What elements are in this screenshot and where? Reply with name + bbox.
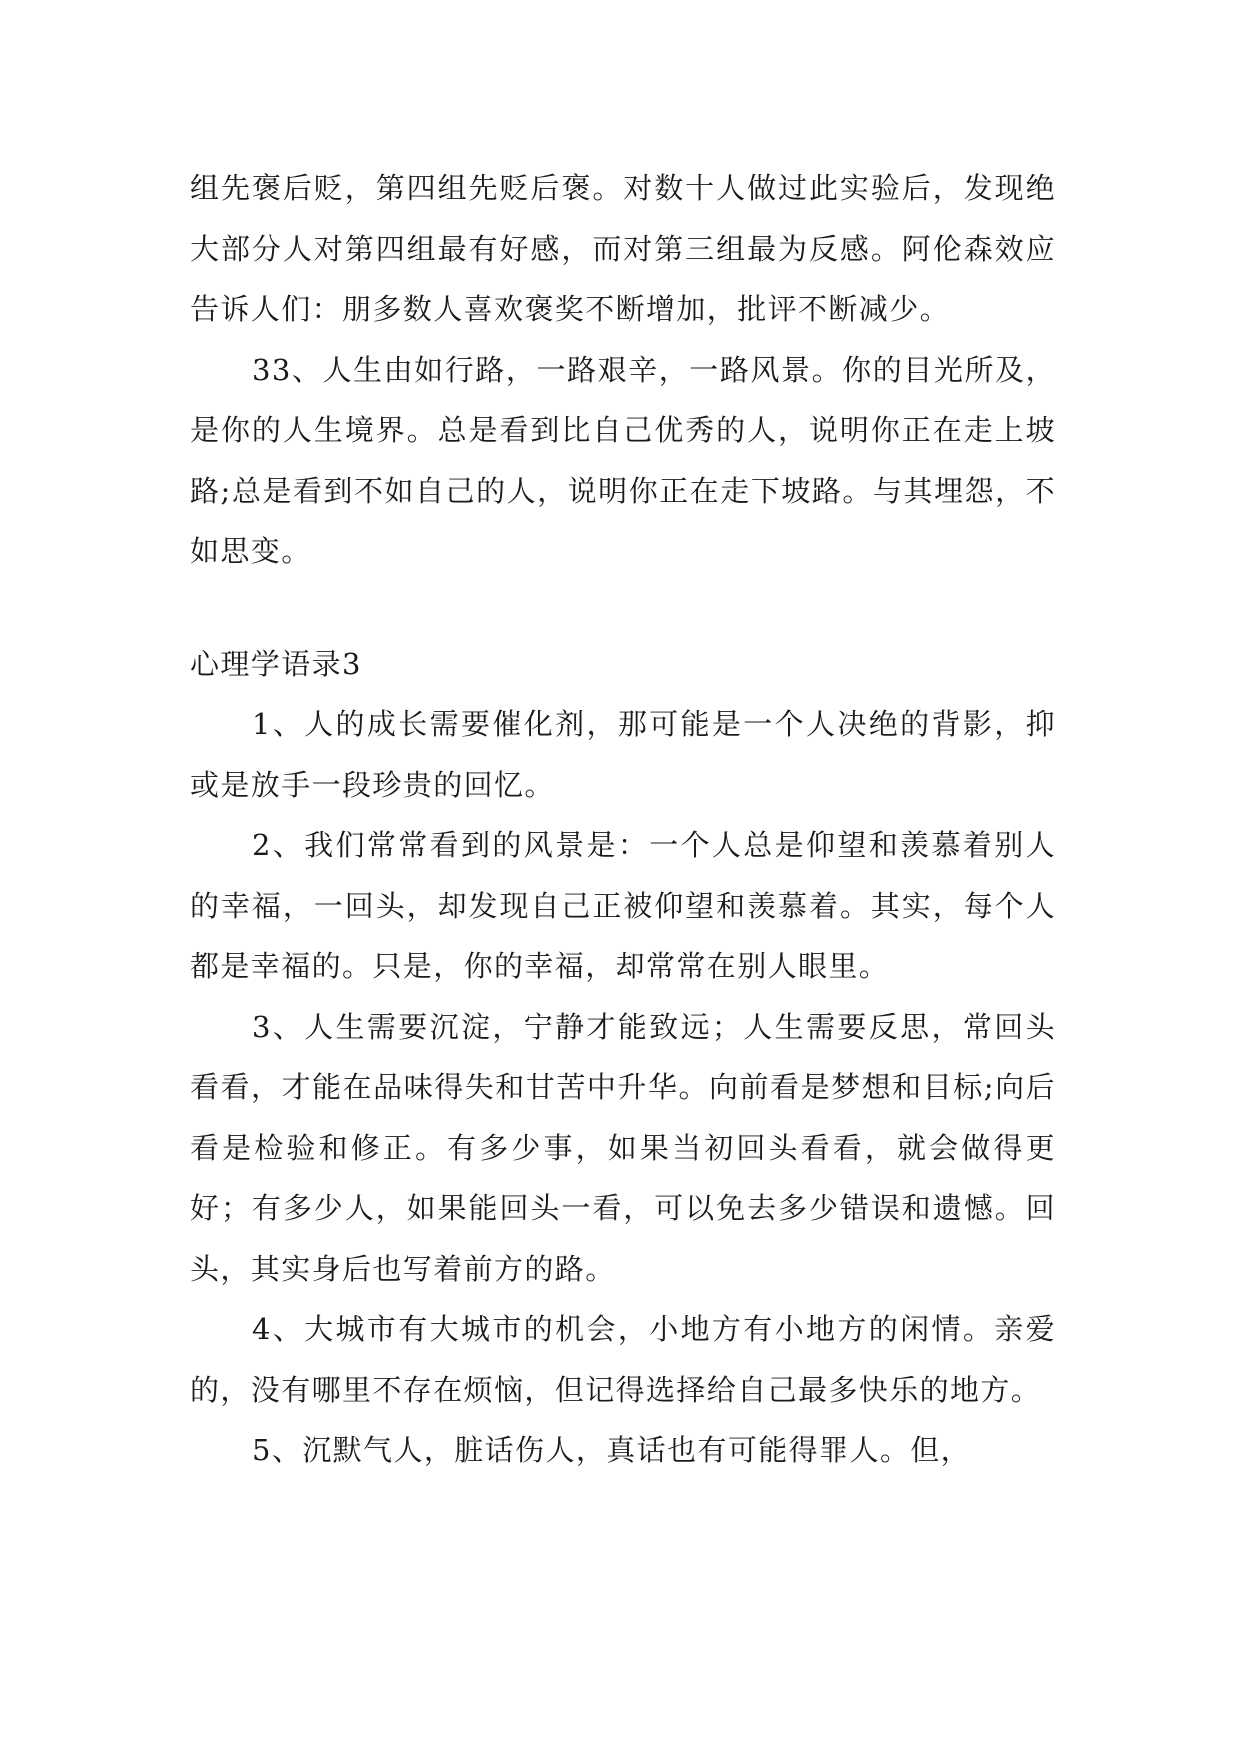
- paragraph-item-2: 2、我们常常看到的风景是：一个人总是仰望和羡慕着别人的幸福，一回头，却发现自己正被仰望和羡慕着。其实，每个人都是幸福的。只是，你的幸福，却常常在别人眼里。: [190, 828, 1056, 983]
- paragraph-item-33: 33、人生由如行路，一路艰辛，一路风景。你的目光所及，是你的人生境界。总是看到比自己优秀的人，说明你正在走上坡路;总是看到不如自己的人，说明你正在走下坡路。与其埋怨，不如思变。: [190, 352, 1056, 568]
- paragraph-item-3: 3、人生需要沉淀，宁静才能致远；人生需要反思，常回头看看，才能在品味得失和甘苦中升华。向前看是梦想和目标;向后看是检验和修正。有多少事，如果当初回头看看，就会做得更好；有多少人，如果能回头一看，可以免去多少错误和遗憾。回头，其实身后也写着前方的路。: [190, 1009, 1056, 1286]
- paragraph-item-4: 4、大城市有大城市的机会，小地方有小地方的闲情。亲爱的，没有哪里不存在烦恼，但记得选择给自己最多快乐的地方。: [190, 1312, 1056, 1407]
- paragraph-item-1: 1、人的成长需要催化剂，那可能是一个人决绝的背影，抑或是放手一段珍贵的回忆。: [190, 707, 1056, 802]
- paragraph-continued: 组先褒后贬，第四组先贬后褒。对数十人做过此实验后，发现绝大部分人对第四组最有好感，而对第三组最为反感。阿伦森效应告诉人们：朋多数人喜欢褒奖不断增加，批评不断减少。: [190, 171, 1056, 326]
- paragraph-item-5: 5、沉默气人，脏话伤人，真话也有可能得罪人。但，: [252, 1433, 972, 1467]
- document-body: [190, 158, 1056, 1481]
- section-heading: 心理学语录3: [190, 646, 362, 681]
